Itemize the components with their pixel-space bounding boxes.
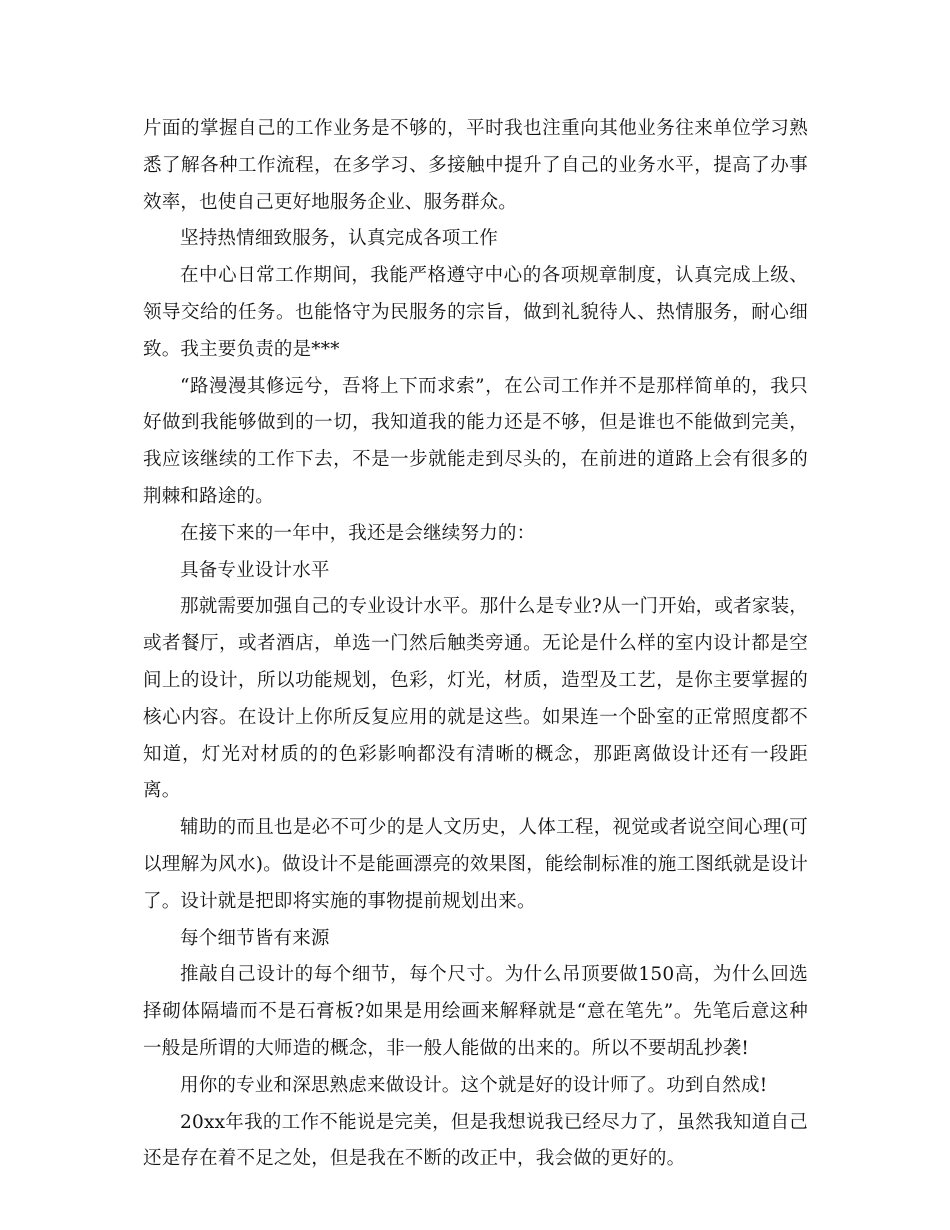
document-body <box>143 111 808 1178</box>
paragraph-5: 那就需要加强自己的专业设计水平。那什么是专业?从一门开始，或者家装，或者餐厅，或者酒店，单选一门然后触类旁通。无论是什么样的室内设计都是空间上的设计，所以功能规划，色彩，灯光，材质，造型及工艺，是你主要掌握的核心内容。在设计上你所反复应用的就是这些。如果连一个卧室的正常照度都不知道，灯光对材质的的色彩影响都没有清晰的概念，那距离做设计还有一段距离。 <box>143 596 808 802</box>
section-heading-details: 每个细节皆有来源 <box>180 927 330 949</box>
paragraph-4: 在接下来的一年中，我还是会继续努力的： <box>180 522 536 544</box>
paragraph-1: 片面的掌握自己的工作业务是不够的，平时我也注重向其他业务往来单位学习熟悉了解各种工作流程，在多学习、多接触中提升了自己的业务水平，提高了办事效率，也使自己更好地服务企业、服务群众。 <box>143 118 808 213</box>
section-heading-service: 坚持热情细致服务，认真完成各项工作 <box>180 228 498 250</box>
paragraph-8: 用你的专业和深思熟虑来做设计。这个就是好的设计师了。功到自然成! <box>180 1074 768 1096</box>
paragraph-7: 推敲自己设计的每个细节，每个尺寸。为什么吊顶要做150高，为什么回选择砌体隔墙而不是石膏板?如果是用绘画来解释就是“意在笔先”。先笔后意这种一般是所谓的大师造的概念，非一般人能做的出来的。所以不要胡乱抄袭! <box>143 964 808 1059</box>
section-heading-design-level: 具备专业设计水平 <box>180 559 330 581</box>
paragraph-6: 辅助的而且也是必不可少的是人文历史，人体工程，视觉或者说空间心理(可以理解为风水)。做设计不是能画漂亮的效果图，能绘制标准的施工图纸就是设计了。设计就是把即将实施的事物提前规划出来。 <box>143 817 808 912</box>
paragraph-3: “路漫漫其修远兮，吾将上下而求索”，在公司工作并不是那样简单的，我只好做到我能够做到的一切，我知道我的能力还是不够，但是谁也不能做到完美，我应该继续的工作下去，不是一步就能走到尽头的，在前进的道路上会有很多的荆棘和路途的。 <box>143 375 808 507</box>
paragraph-9: 20xx年我的工作不能说是完美，但是我想说我已经尽力了，虽然我知道自己还是存在着不足之处，但是我在不断的改正中，我会做的更好的。 <box>143 1111 808 1170</box>
paragraph-2: 在中心日常工作期间，我能严格遵守中心的各项规章制度，认真完成上级、领导交给的任务。也能恪守为民服务的宗旨，做到礼貌待人、热情服务，耐心细致。我主要负责的是*** <box>143 265 808 360</box>
